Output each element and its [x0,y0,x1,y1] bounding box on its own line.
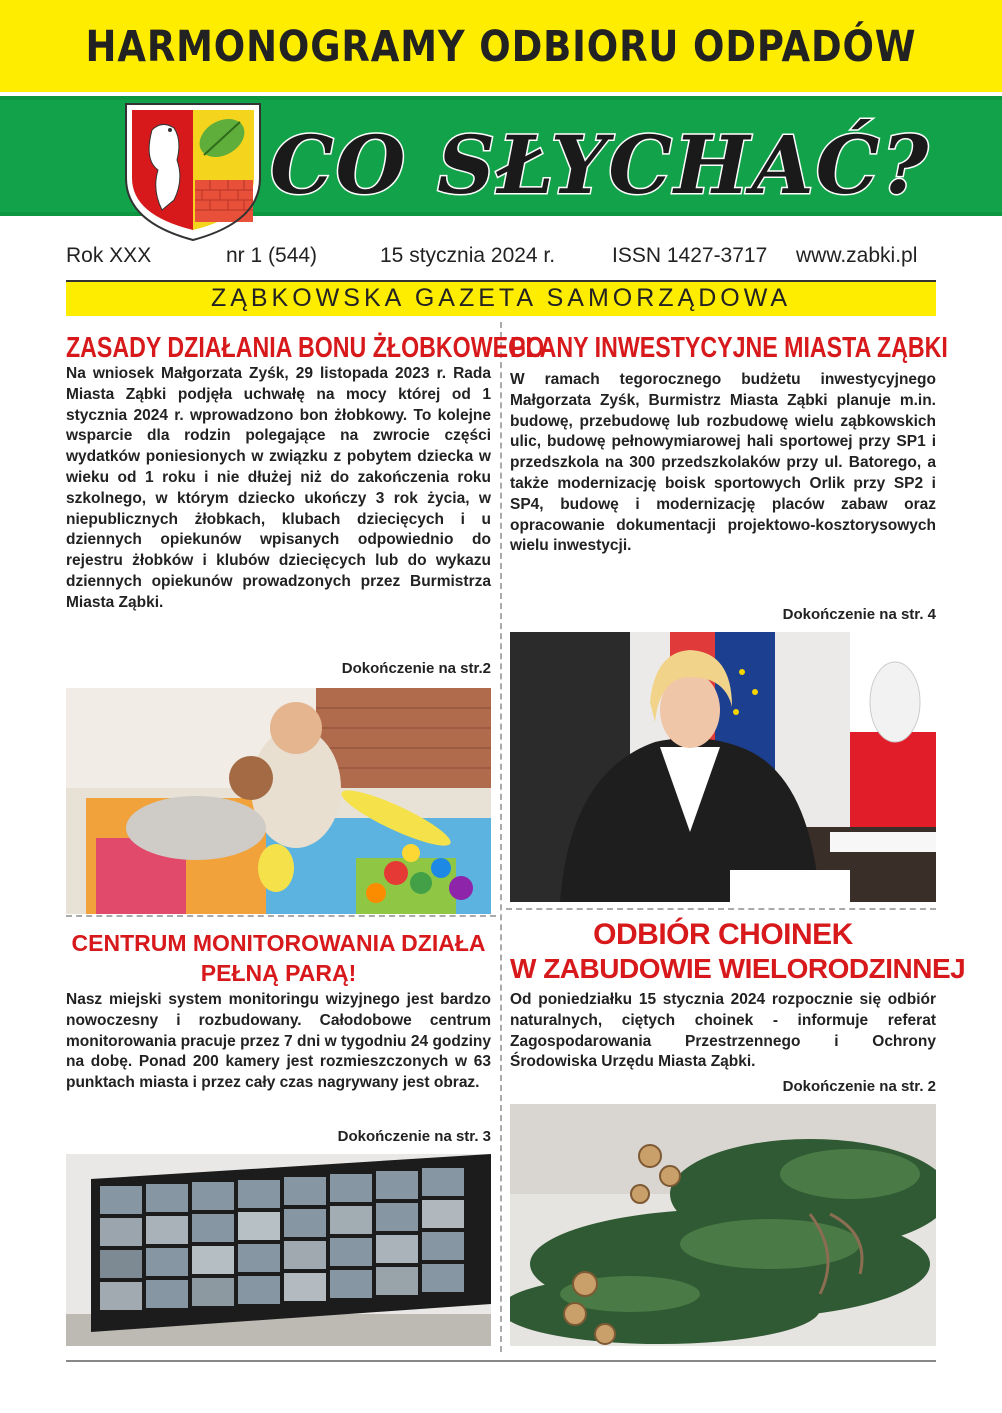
masthead-title: CO SŁYCHAĆ? [270,118,931,212]
article-title-choinki[interactable] [510,918,966,986]
issue-year: Rok XXX [66,244,152,267]
row-divider-left [66,915,496,917]
issue-date: 15 stycznia 2024 r. [380,244,556,267]
article-title-choinki-line1: ODBIÓR CHOINEK [593,918,853,951]
article-title-bon[interactable]: ZASADY DZIAŁANIA BONU ŻŁOBKOWEGO [66,332,545,364]
website-link[interactable]: www.zabki.pl [796,244,918,267]
photo-mayor [510,632,936,902]
article-body-monitoring: Nasz miejski system monitoringu wizyjnego jest bardzo nowoczesny i rozbudowany. Całodobowe centrum monitorowania pracuje przez 7 dni w tygodniu 24 godziny na dobę. Ponad 200 kamery jest rozmieszczonych w 63 punktach miasta i przez cały czas nagrywany jest obraz. [66,991,491,1092]
article-title-choinki-line2: W ZABUDOWIE WIELORODZINNEJ [510,953,966,984]
continue-link-monitoring[interactable]: Dokończenie na str. 3 [337,1128,491,1145]
article-title-plany[interactable]: PLANY INWESTYCYJNE MIASTA ZĄBKI [510,332,948,364]
issue-issn: ISSN 1427-3717 [612,244,768,267]
top-title: HARMONOGRAMY ODBIORU ODPADÓW [85,22,917,72]
continue-link-bon[interactable]: Dokończenie na str.2 [341,660,491,677]
article-body-plany: W ramach tegorocznego budżetu inwestycyjnego Małgorzata Zyśk, Burmistrz Miasta Ząbki planuje m.in. budowę, przebudowę lub rozbudowę wielu ząbkowskich ulic, budowę pełnowymiarowej hali sportowej przy SP1 i przedszkola na 300 przedszkolaków przy ul. Batorego, a także modernizację boisk sportowych Orlik przy SP2 i SP4, budowę i modernizację placów zabaw oraz opracowanie dokumentacji projektowo-kosztorysowych wielu inwestycji. [510,371,936,555]
photo-christmas-trees [510,1104,936,1346]
issue-number: nr 1 (544) [226,244,318,267]
continue-link-plany[interactable]: Dokończenie na str. 4 [782,606,936,623]
article-title-monitoring[interactable]: CENTRUM MONITOROWANIA DZIAŁA PEŁNĄ PARĄ! [71,930,486,986]
continue-link-choinki[interactable]: Dokończenie na str. 2 [782,1078,936,1095]
subtitle: ZĄBKOWSKA GAZETA SAMORZĄDOWA [210,284,792,312]
article-body-choinki: Od poniedziałku 15 stycznia 2024 rozpocznie się odbiór naturalnych, ciętych choinek - informuje referat Zagospodarowania Przestrzennego i Ochrony Środowiska Urzędu Miasta Ząbki. [510,991,936,1071]
town-crest-icon [122,100,264,242]
column-divider [500,322,502,1352]
row-divider-right [506,908,936,910]
bottom-rule [66,1360,936,1362]
article-body-bon: Na wniosek Małgorzata Zyśk, 29 listopada 2023 r. Rada Miasta Ząbki podjęła uchwałę na mocy której od 1 stycznia 2024 r. wprowadzono bon żłobkowy. To kolejne wsparcie dla rodzin polegające na zwrocie części wydatków poniesionych w związku z pobytem dziecka w wieku od 1 roku i nie dłużej niż do zakończenia roku szkolnego, w którym dziecko ukończy 3 rok życia, w niepublicznych żłobkach, klubach dziecięcych i u dziennych opiekunów wpisanych odpowiednio do rejestru żłobków i klubów dziecięcych lub do wykazu dziennych opiekunów prowadzonych przez Burmistrza Miasta Ząbki. [66,365,491,611]
photo-children-playing [66,688,491,914]
photo-monitoring-wall [66,1154,491,1346]
